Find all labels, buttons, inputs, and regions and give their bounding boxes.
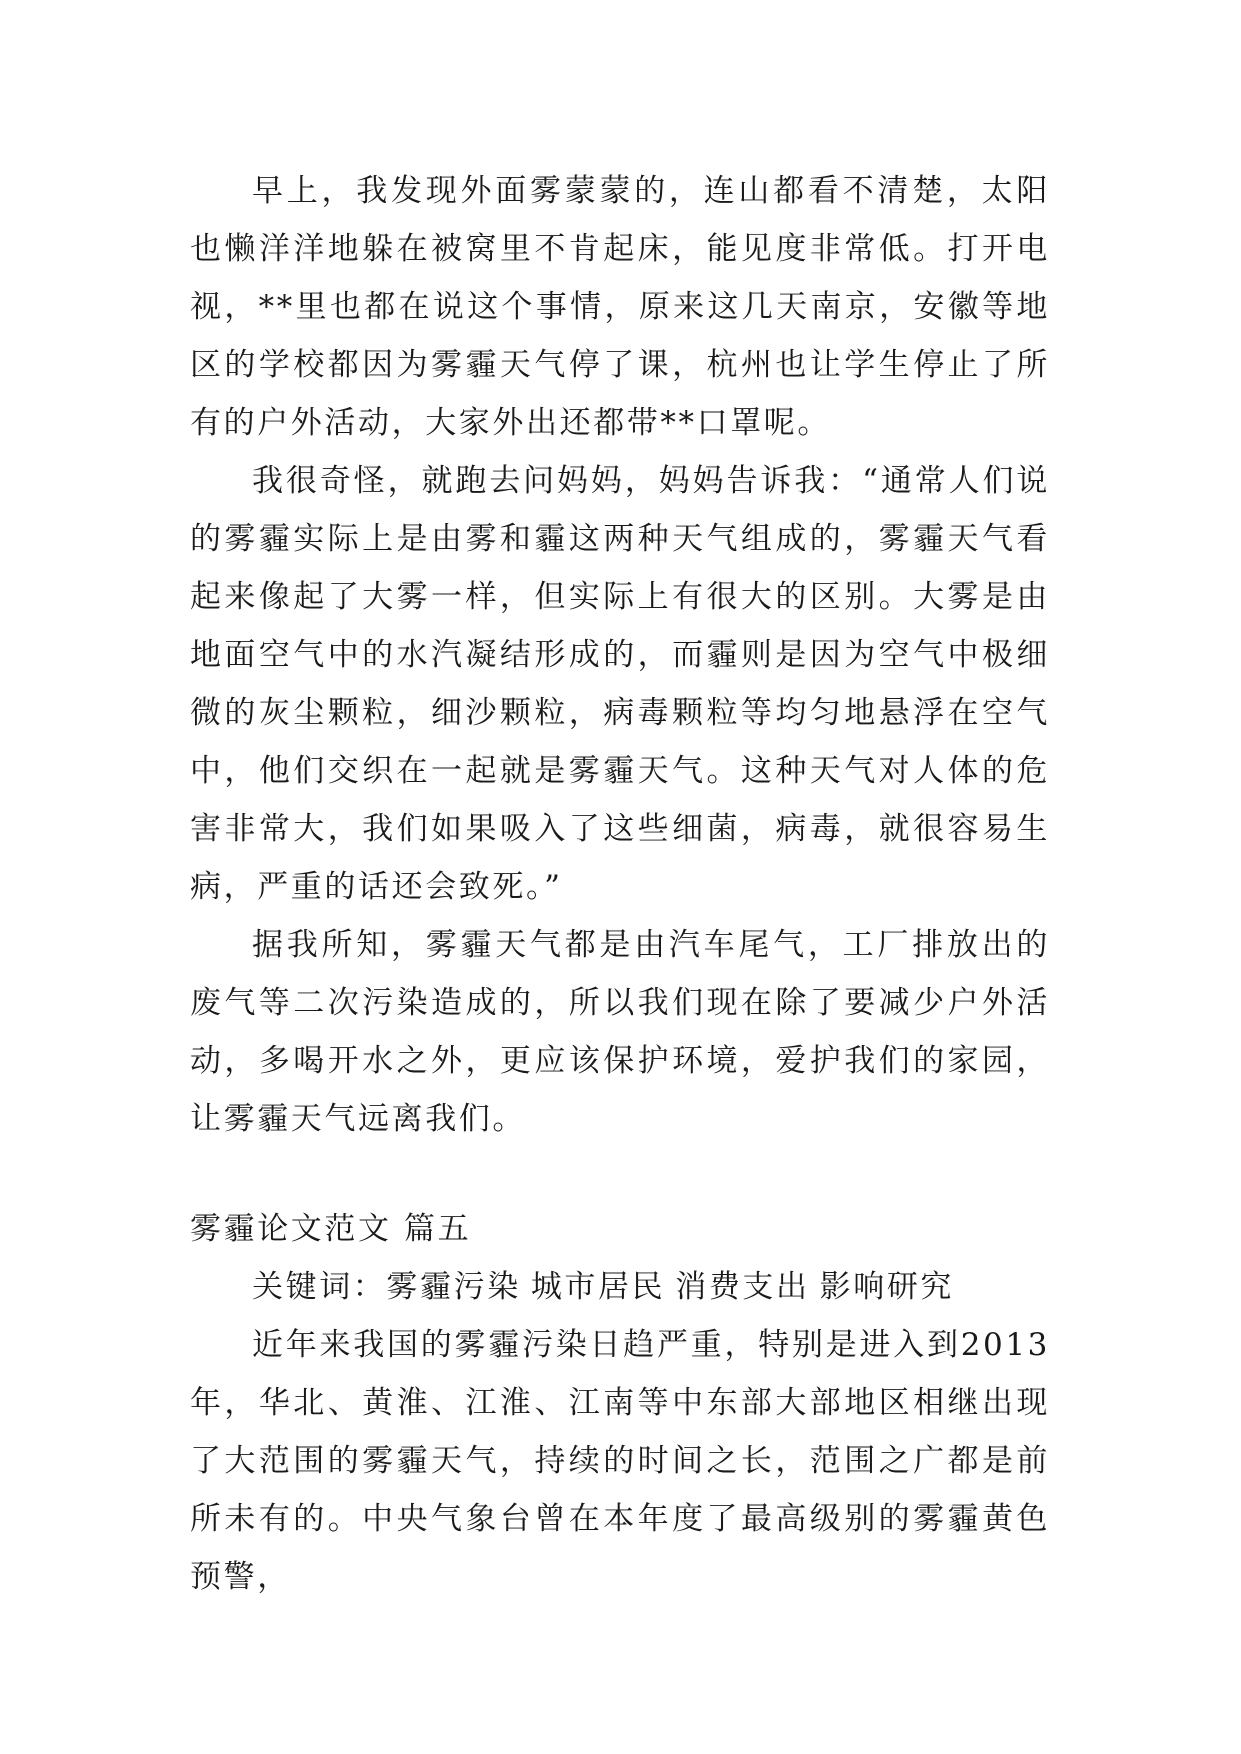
section-heading: 雾霾论文范文 篇五	[190, 1211, 472, 1247]
keyword: 影响研究	[819, 1269, 955, 1305]
paragraph-mother-explains: 我很奇怪，就跑去问妈妈，妈妈告诉我：“通常人们说的雾霾实际上是由雾和霾这两种天气组成的，雾霾天气看起来像起了大雾一样，但实际上有很大的区别。大雾是由地面空气中的水汽凝结形成的，而霾则是因为空气中极细微的灰尘颗粒，细沙颗粒，病毒颗粒等均匀地悬浮在空气中，他们交织在一起就是雾霾天气。这种天气对人体的危害非常大，我们如果吸入了这些细菌，病毒，就很容易生病，严重的话还会致死。”	[190, 463, 1050, 905]
keywords-label: 关键词：	[252, 1269, 387, 1305]
keyword: 雾霾污染	[386, 1269, 521, 1305]
paragraph-morning-fog: 早上，我发现外面雾蒙蒙的，连山都看不清楚，太阳也懒洋洋地躲在被窝里不肯起床，能见度非常低。打开电视，**里也都在说这个事情，原来这几天南京，安徽等地区的学校都因为雾霾天气停了课，杭州也让学生停止了所有的户外活动，大家外出还都带**口罩呢。	[190, 173, 1050, 441]
keyword: 城市居民	[530, 1269, 666, 1305]
paragraph-causes: 据我所知，雾霾天气都是由汽车尾气，工厂排放出的废气等二次污染造成的，所以我们现在除了要减少户外活动，多喝开水之外，更应该保护环境，爱护我们的家园，让雾霾天气远离我们。	[190, 927, 1050, 1137]
keywords-line	[190, 1258, 1050, 1316]
paragraph-introduction: 近年来我国的雾霾污染日趋严重，特别是进入到2013年，华北、黄淮、江淮、江南等中东部大部地区相继出现了大范围的雾霾天气，持续的时间之长，范围之广都是前所未有的。中央气象台曾在本年度了最高级别的雾霾黄色预警，	[190, 1327, 1050, 1595]
document-body	[190, 162, 1050, 1606]
keyword: 消费支出	[675, 1269, 810, 1305]
